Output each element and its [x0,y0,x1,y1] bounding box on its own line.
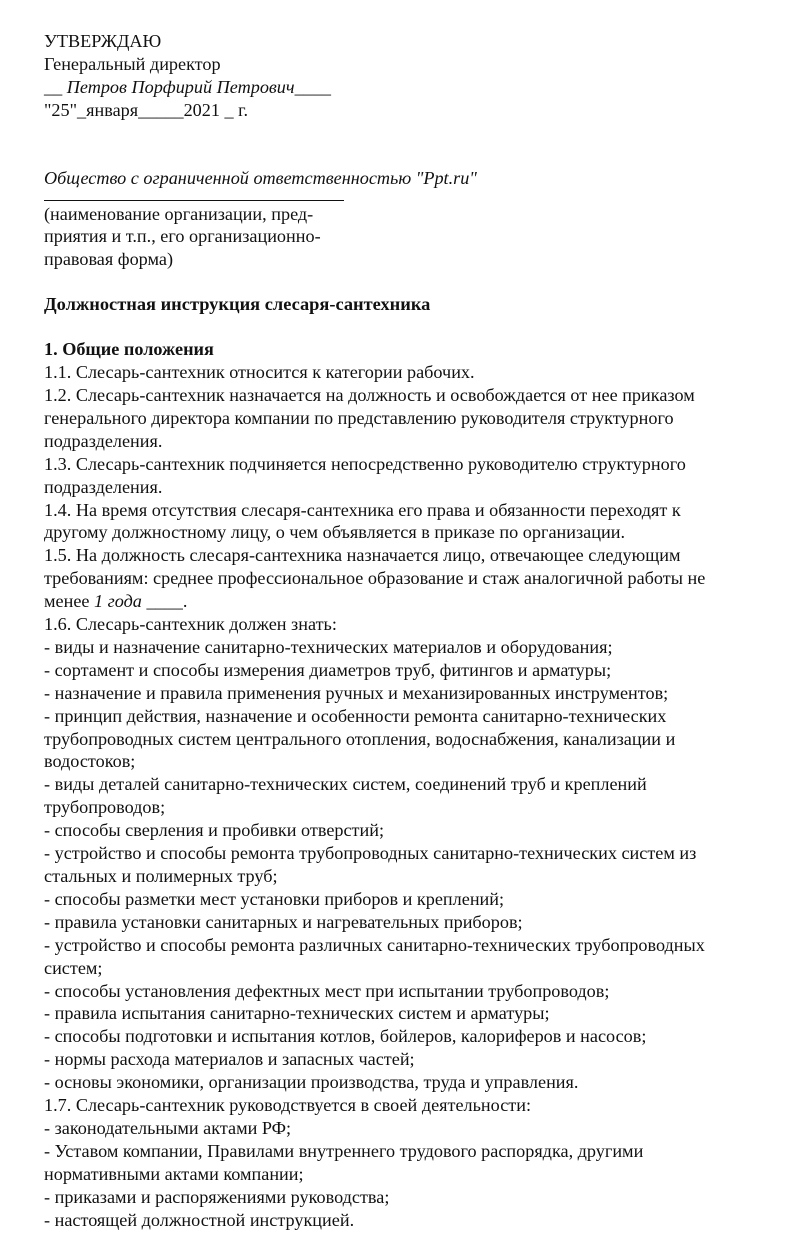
list-item: - правила установки санитарных и нагревательных приборов; [44,911,523,932]
organization-hint-line: (наименование организации, пред- [44,203,314,224]
paragraph-1-3-line: подразделения. [44,476,163,497]
list-item: - Уставом компании, Правилами внутреннего трудового распорядка, другими [44,1140,644,1161]
list-item: - способы подготовки и испытания котлов, бойлеров, калориферов и насосов; [44,1026,647,1047]
approver-position: Генеральный директор [44,53,221,74]
paragraph-1-5-line: требованиям: среднее профессиональное образование и стаж аналогичной работы не [44,568,706,589]
signature-prefix: __ [44,76,67,97]
document-title: Должностная инструкция слесаря-сантехника [44,294,431,315]
list-item: - устройство и способы ремонта трубопроводных санитарно-технических систем из [44,843,697,864]
paragraph-1-4-line: 1.4. На время отсутствия слесаря-сантехника его права и обязанности переходят к [44,499,681,520]
paragraph-1-2-line: генерального директора компании по представлению руководителя структурного [44,407,674,428]
paragraph-1-1: 1.1. Слесарь-сантехник относится к категории рабочих. [44,362,475,383]
list-item: - устройство и способы ремонта различных санитарно-технических трубопроводных [44,934,705,955]
paragraph-1-2-line: подразделения. [44,430,163,451]
organization-hint-line: приятия и т.п., его организационно- [44,226,321,247]
list-item: трубопроводных систем центрального отопления, водоснабжения, канализации и [44,728,676,749]
list-item: нормативными актами компании; [44,1163,304,1184]
paragraph-1-5-line: 1.5. На должность слесаря-сантехника назначается лицо, отвечающее следующим [44,545,681,566]
list-item: - виды деталей санитарно-технических систем, соединений труб и креплений [44,774,647,795]
text-fragment: ____. [141,591,188,612]
approval-heading: УТВЕРЖДАЮ [44,31,162,51]
list-item: - принцип действия, назначение и особенности ремонта санитарно-технических [44,705,667,726]
list-item: - способы разметки мест установки приборов и креплений; [44,888,505,909]
paragraph-1-2-line: 1.2. Слесарь-сантехник назначается на должность и освобождается от нее приказом [44,384,695,405]
section-body [44,361,784,1231]
list-item: - приказами и распоряжениями руководства; [44,1186,390,1207]
text-fragment: менее [44,591,95,612]
paragraph-1-5-last-line [44,590,784,613]
list-item: - законодательными актами РФ; [44,1117,292,1138]
paragraph-1-3-line: 1.3. Слесарь-сантехник подчиняется непосредственно руководителю структурного [44,453,686,474]
list-item: - виды и назначение санитарно-технических материалов и оборудования; [44,636,613,657]
list-item: - назначение и правила применения ручных и механизированных инструментов; [44,682,669,703]
approval-date: "25"_января_____2021 _ г. [44,99,249,120]
signature-suffix: ____ [294,76,331,97]
spacer [44,316,784,338]
organization-name: Общество с ограниченной ответственностью "Ppt.ru" [44,167,477,188]
paragraph-1-7-line: 1.7. Слесарь-сантехник руководствуется в своей деятельности: [44,1095,532,1116]
list-item: - основы экономики, организации производства, труда и управления. [44,1072,579,1093]
paragraph-1-6-line: 1.6. Слесарь-сантехник должен знать: [44,614,337,635]
list-item: стальных и полимерных труб; [44,866,278,886]
list-item: - нормы расхода материалов и запасных частей; [44,1049,415,1070]
organization-hint-line: правовая форма) [44,249,173,270]
list-item: трубопроводов; [44,797,166,818]
list-item: водостоков; [44,751,136,772]
approver-signature-line [44,76,784,99]
list-item: - способы установления дефектных мест при испытании трубопроводов; [44,980,610,1001]
spacer [44,122,784,167]
list-item: - правила испытания санитарно-технических систем и арматуры; [44,1003,550,1024]
paragraph-1-4-line: другому должностному лицу, о чем объявляется в приказе по организации. [44,522,625,543]
experience-duration: 1 года [94,591,142,612]
document-page [44,30,784,1232]
list-item: систем; [44,957,103,978]
approver-name: Петров Порфирий Петрович [66,76,295,97]
list-item: - настоящей должностной инструкцией. [44,1209,355,1230]
list-item: - способы сверления и пробивки отверстий; [44,820,385,841]
list-item: - сортамент и способы измерения диаметров труб, фитингов и арматуры; [44,659,612,680]
spacer [44,271,784,293]
organization-underline [44,200,344,201]
section-heading: 1. Общие положения [44,339,214,360]
